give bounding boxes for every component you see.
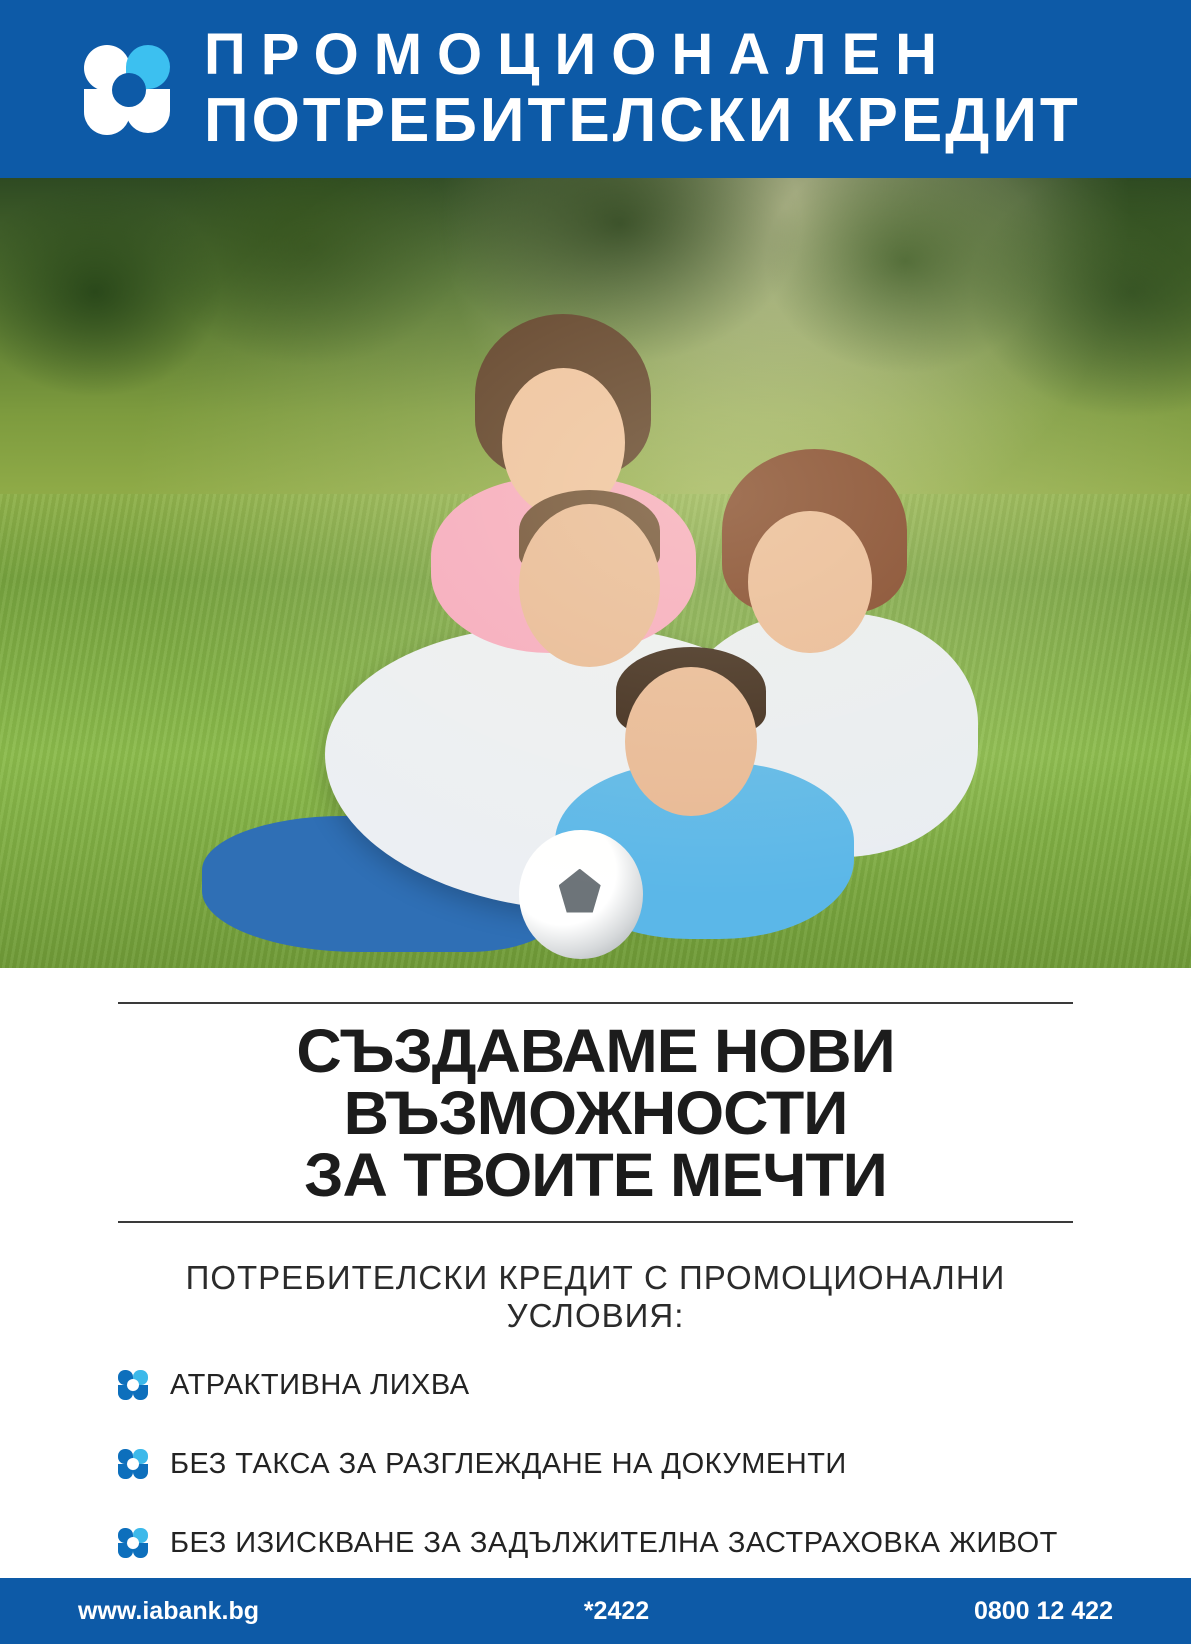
main-content — [0, 968, 1191, 1560]
header-title-block — [204, 21, 1081, 156]
iabank-bullet-icon — [118, 1370, 148, 1400]
headline-line-2: ЗА ТВОИТЕ МЕЧТИ — [304, 1141, 887, 1210]
header-title-line1: ПРОМОЦИОНАЛЕН — [204, 21, 953, 87]
page-title — [104, 1004, 1088, 1221]
benefits-list — [118, 1369, 1073, 1560]
benefit-label: БЕЗ ИЗИСКВАНЕ ЗА ЗАДЪЛЖИТЕЛНА ЗАСТРАХОВКА ЖИВОТ — [170, 1526, 1058, 1559]
page-footer — [0, 1578, 1191, 1644]
short-number[interactable]: *2422 — [583, 1596, 650, 1625]
header-title-line2: ПОТРЕБИТЕЛСКИ КРЕДИТ — [204, 86, 1081, 156]
benefit-label: БЕЗ ТАКСА ЗА РАЗГЛЕЖДАНЕ НА ДОКУМЕНТИ — [170, 1447, 847, 1480]
list-item — [118, 1369, 1073, 1402]
website-link[interactable]: www.iabank.bg — [78, 1596, 260, 1625]
list-item — [118, 1527, 1073, 1560]
list-item — [118, 1448, 1073, 1481]
iabank-logo-icon — [78, 41, 174, 137]
headline-line-1: СЪЗДАВАМЕ НОВИ ВЪЗМОЖНОСТИ — [296, 1017, 895, 1148]
page-header — [0, 0, 1191, 178]
benefit-label: АТРАКТИВНА ЛИХВА — [170, 1368, 470, 1401]
iabank-bullet-icon — [118, 1449, 148, 1479]
hero-family-image — [0, 178, 1191, 968]
hero-sunlight-overlay — [0, 178, 1191, 968]
subheadline: ПОТРЕБИТЕЛСКИ КРЕДИТ С ПРОМОЦИОНАЛНИ УСЛОВИЯ: — [185, 1258, 1006, 1334]
phone-number[interactable]: 0800 12 422 — [973, 1596, 1113, 1625]
iabank-bullet-icon — [118, 1528, 148, 1558]
